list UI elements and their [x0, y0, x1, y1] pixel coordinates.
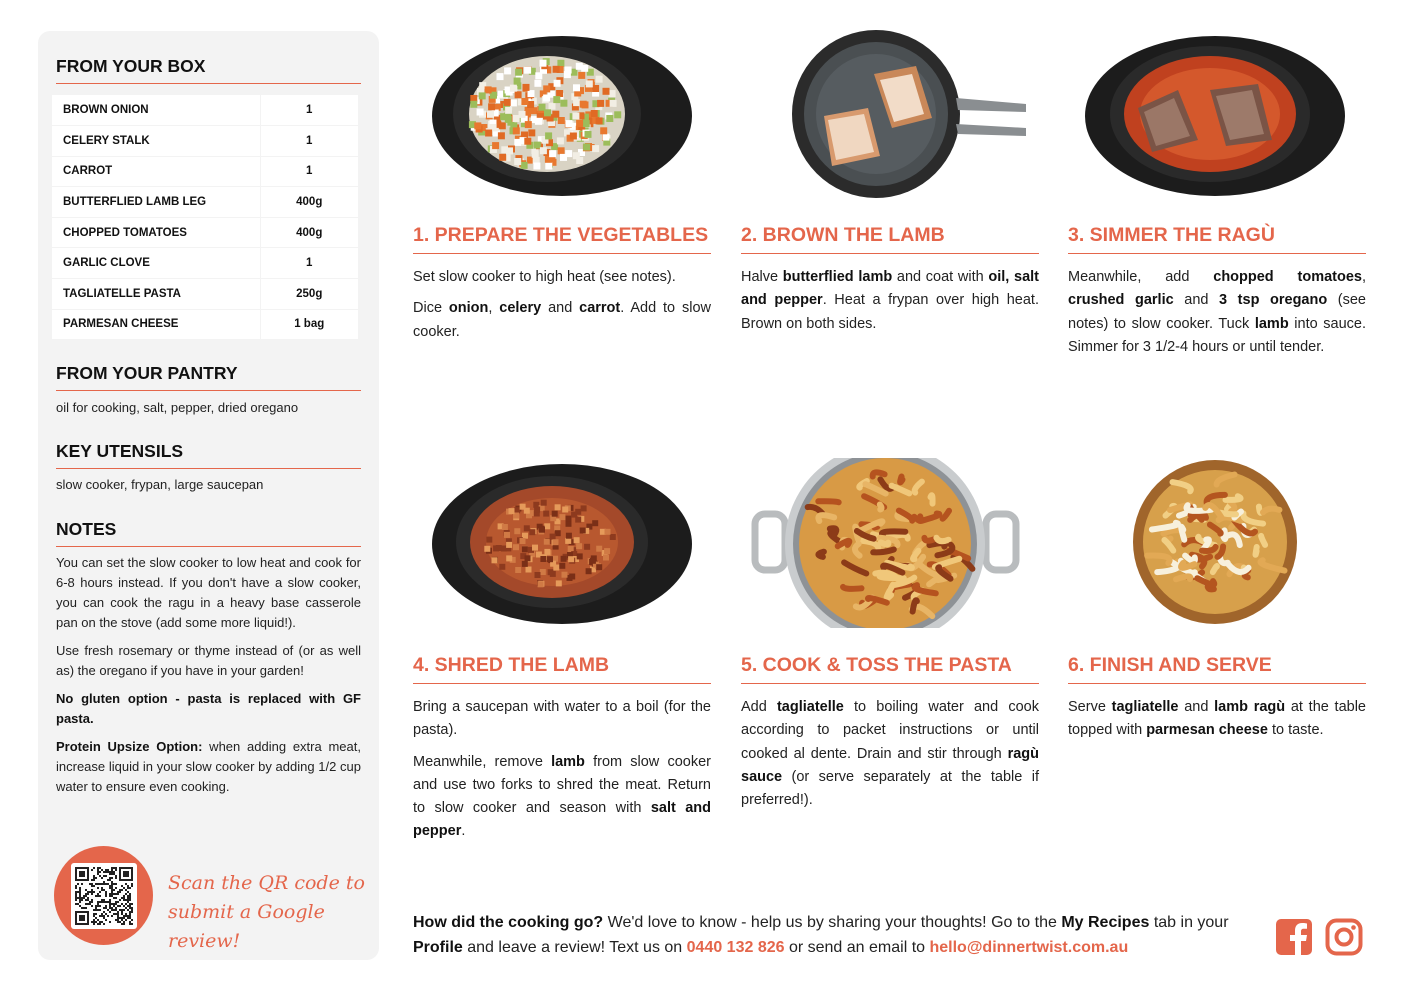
ingredient-qty: 1 bag	[260, 309, 358, 340]
ingredient-name: BUTTERFLIED LAMB LEG	[52, 187, 260, 218]
step-text: Meanwhile, remove	[413, 753, 552, 770]
step-1-body	[413, 266, 711, 352]
step-paragraph	[741, 696, 1039, 812]
step-ingredient: 3 tsp oregano	[1219, 292, 1328, 309]
ingredient-qty: 1	[260, 156, 358, 187]
step-ingredient: crushed garlic	[1068, 292, 1174, 309]
facebook-icon[interactable]	[1275, 918, 1313, 956]
qr-badge[interactable]	[54, 846, 153, 945]
ingredient-qty: 250g	[260, 279, 358, 310]
step-text: and	[1173, 292, 1220, 309]
step-ingredient: parmesan cheese	[1146, 722, 1268, 739]
note-paragraph: You can set the slow cooker to low heat and cook for 6-8 hours instead. If you don't have a slow cooker, you can cook the ragu in a heavy base casserole pan on the stove (add some more liquid!).	[56, 555, 361, 630]
notes-heading: NOTES	[56, 519, 361, 547]
ingredient-row	[52, 95, 358, 126]
qr-code-icon[interactable]	[71, 863, 137, 929]
ingredient-name: GARLIC CLOVE	[52, 248, 260, 279]
ingredient-name: CHOPPED TOMATOES	[52, 217, 260, 248]
footer-text: or send an email to	[784, 939, 930, 956]
step-4-body	[413, 696, 711, 852]
step-6-body	[1068, 696, 1366, 751]
step-paragraph	[1068, 696, 1366, 743]
step-text: Bring a saucepan with water to a boil (for the pasta).	[413, 699, 711, 739]
step-4-photo	[427, 458, 697, 628]
step-2-title: 2. BROWN THE LAMB	[741, 224, 1039, 254]
ingredient-name: CARROT	[52, 156, 260, 187]
step-paragraph	[741, 266, 1039, 336]
step-ingredient: chopped tomatoes	[1213, 269, 1362, 285]
note-paragraph	[56, 737, 361, 797]
step-text: Meanwhile, add	[1068, 269, 1214, 285]
pantry-text: oil for cooking, salt, pepper, dried oregano	[56, 400, 299, 415]
step-3-photo	[1080, 28, 1350, 198]
step-4-title: 4. SHRED THE LAMB	[413, 654, 711, 684]
step-text: Serve	[1068, 699, 1112, 715]
step-text: to boiling water and cook according to packet instructions or until cooked al dente. Drain and stir through	[741, 699, 1039, 762]
step-2-body	[741, 266, 1039, 344]
step-text: at the table topped with	[1068, 699, 1367, 739]
ingredient-row	[52, 279, 358, 310]
utensils-text: slow cooker, frypan, large saucepan	[56, 477, 264, 492]
ingredients-table	[52, 95, 358, 340]
step-text: to taste.	[1267, 722, 1324, 739]
step-1-title: 1. PREPARE THE VEGETABLES	[413, 224, 711, 254]
ingredient-row	[52, 309, 358, 340]
my-recipes-label: My Recipes	[1061, 914, 1150, 931]
step-text: .	[461, 823, 466, 840]
ingredient-name: BROWN ONION	[52, 95, 260, 126]
profile-label: Profile	[413, 939, 463, 956]
step-ingredient: salt and pepper	[413, 800, 712, 840]
notes-body	[56, 553, 361, 805]
feedback-footer	[413, 910, 1263, 960]
step-3-body	[1068, 266, 1366, 367]
step-text: from slow cooker and use two forks to shred the meat. Return to slow cooker and season with	[413, 753, 711, 817]
qr-caption	[168, 869, 368, 956]
step-ingredient: oil, salt and pepper	[741, 269, 1039, 309]
step-text: Dice	[413, 300, 449, 317]
step-6-title: 6. FINISH AND SERVE	[1068, 654, 1366, 684]
step-ingredient: ragù sauce	[741, 745, 1039, 785]
ingredient-row	[52, 217, 358, 248]
footer-question: How did the cooking go?	[413, 914, 604, 931]
ingredient-qty: 1	[260, 126, 358, 157]
step-text: Set slow cooker to high heat (see notes).	[413, 269, 676, 285]
email-link[interactable]: hello@dinnertwist.com.au	[929, 939, 1129, 956]
footer-text: and leave a review! Text us on	[462, 939, 687, 956]
step-6-photo	[1080, 458, 1350, 628]
gluten-option-text: No gluten option - pasta is replaced with GF pasta.	[56, 691, 361, 726]
step-text: and	[1178, 699, 1215, 715]
upsize-label: Protein Upsize Option:	[56, 739, 203, 754]
step-3-title: 3. SIMMER THE RAGÙ	[1068, 224, 1366, 254]
sidebar-panel	[38, 31, 379, 960]
step-text: . Heat a frypan over high heat. Brown on both sides.	[741, 292, 1039, 332]
step-paragraph	[1068, 266, 1366, 359]
step-text: (or serve separately at the table if preferred!).	[741, 768, 1039, 809]
ingredient-row	[52, 156, 358, 187]
ingredient-qty: 400g	[260, 217, 358, 248]
step-ingredient: celery	[499, 300, 542, 317]
footer-text: We'd love to know - help us by sharing your thoughts! Go to the	[603, 914, 1062, 931]
step-ingredient: tagliatelle	[1111, 699, 1179, 715]
step-ingredient: lamb ragù	[1214, 699, 1286, 715]
step-ingredient: lamb	[551, 753, 585, 770]
ingredient-row	[52, 126, 358, 157]
step-text: and	[541, 300, 580, 317]
pantry-heading: FROM YOUR PANTRY	[56, 363, 361, 391]
ingredient-name: CELERY STALK	[52, 126, 260, 157]
step-text: ,	[1361, 269, 1367, 285]
step-paragraph	[413, 751, 711, 844]
step-5-body	[741, 696, 1039, 820]
step-5-title: 5. COOK & TOSS THE PASTA	[741, 654, 1039, 684]
ingredient-row	[52, 187, 358, 218]
step-ingredient: butterflied lamb	[782, 269, 893, 285]
ingredient-name: PARMESAN CHEESE	[52, 309, 260, 340]
step-5-photo	[743, 458, 1028, 628]
ingredient-row	[52, 248, 358, 279]
step-text: Halve	[741, 269, 783, 285]
ingredient-qty: 400g	[260, 187, 358, 218]
step-paragraph	[413, 696, 711, 743]
qr-caption-line: Scan the QR code to	[168, 872, 365, 894]
phone-link[interactable]: 0440 132 826	[686, 939, 785, 956]
utensils-heading: KEY UTENSILS	[56, 441, 361, 469]
step-text: and coat with	[892, 269, 989, 285]
step-ingredient: onion	[448, 300, 489, 317]
step-paragraph	[413, 297, 711, 344]
footer-text: tab in your	[1149, 914, 1229, 931]
step-text: . Add to slow cooker.	[413, 300, 711, 340]
step-text: (see notes) to slow cooker. Tuck	[1068, 292, 1366, 332]
step-text: ,	[488, 300, 500, 317]
step-text: into sauce. Simmer for 3 1/2-4 hours or until tender.	[1068, 315, 1366, 355]
step-paragraph	[413, 266, 711, 289]
step-text: Add	[741, 699, 777, 715]
ingredient-qty: 1	[260, 248, 358, 279]
ingredient-name: TAGLIATELLE PASTA	[52, 279, 260, 310]
step-ingredient: tagliatelle	[776, 699, 844, 715]
note-paragraph	[56, 689, 361, 729]
upsize-text: when adding extra meat, increase liquid in your slow cooker by adding 1/2 cup water to ensure even cooking.	[56, 739, 361, 794]
step-ingredient: carrot	[579, 300, 621, 317]
note-paragraph: Use fresh rosemary or thyme instead of (or as well as) the oregano if you have in your garden!	[56, 643, 361, 678]
ingredient-qty: 1	[260, 95, 358, 126]
step-2-photo	[776, 28, 1032, 198]
step-ingredient: lamb	[1254, 315, 1289, 332]
instagram-icon[interactable]	[1325, 918, 1363, 956]
qr-caption-line: submit a Google review!	[168, 901, 325, 952]
step-1-photo	[427, 28, 697, 198]
box-heading: FROM YOUR BOX	[56, 56, 361, 84]
